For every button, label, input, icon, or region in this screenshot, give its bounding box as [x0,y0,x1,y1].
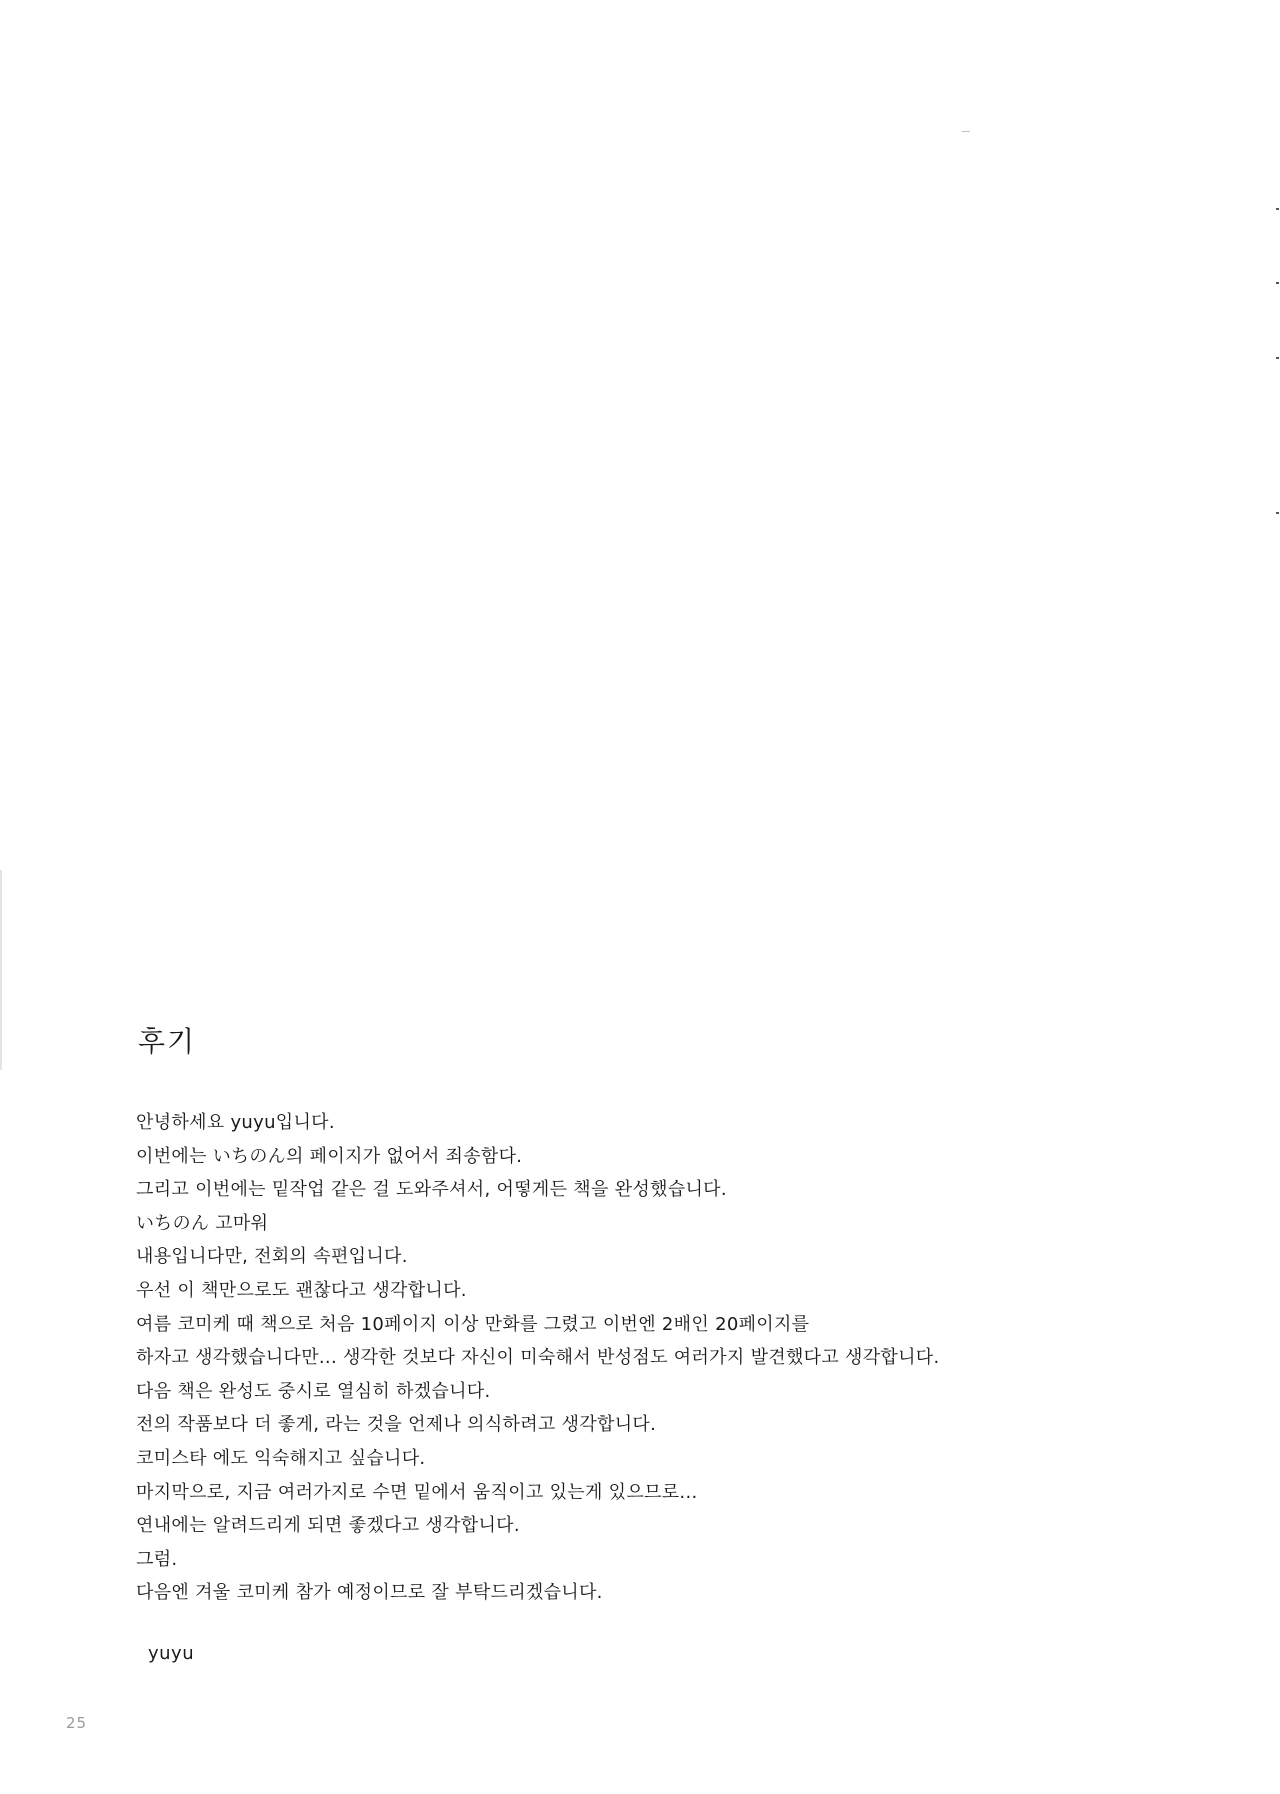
afterword-line: 안녕하세요 yuyu입니다. [136,1112,335,1133]
afterword-line: いちのん 고마워 [136,1212,269,1234]
afterword-line: 마지막으로, 지금 여러가지로 수면 밑에서 움직이고 있는게 있으므로... [136,1481,698,1503]
afterword-line: 연내에는 알려드리게 되면 좋겠다고 생각합니다. [136,1515,520,1537]
afterword-line: 그럼. [136,1548,178,1570]
afterword-line: 그리고 이번에는 밑작업 같은 걸 도와주셔서, 어떻게든 책을 완성했습니다. [136,1179,727,1201]
afterword-line: 하자고 생각했습니다만... 생각한 것보다 자신이 미숙해서 반성점도 여러가지 발견했다고 생각합니다. [136,1347,940,1369]
afterword-text [136,1106,1136,1610]
scan-mark [1276,512,1279,514]
author-signature: yuyu [148,1642,195,1664]
afterword-line: 다음엔 겨울 코미케 참가 예정이므로 잘 부탁드리겠습니다. [136,1582,603,1604]
afterword-line: 우선 이 책만으로도 괜찮다고 생각합니다. [136,1279,467,1301]
page-number: 25 [66,1714,88,1732]
scan-mark [962,131,970,132]
afterword-line: 이번에는 いちのん의 페이지가 없어서 죄송함다. [136,1145,523,1167]
afterword-line: 내용입니다만, 전회의 속편입니다. [136,1246,408,1268]
afterword-heading: 후기 [138,1025,197,1058]
afterword-line: 여름 코미케 때 책으로 처음 10페이지 이상 만화를 그렸고 이번엔 2배인 20페이지를 [136,1313,810,1335]
scan-mark [1276,357,1279,359]
afterword-section [136,1022,1136,1668]
scan-mark [1276,208,1279,210]
scan-mark [0,870,2,1070]
afterword-line: 코미스타 에도 익숙해지고 싶습니다. [136,1447,426,1469]
afterword-line: 전의 작품보다 더 좋게, 라는 것을 언제나 의식하려고 생각합니다. [136,1414,657,1436]
afterword-line: 다음 책은 완성도 중시로 열심히 하겠습니다. [136,1380,491,1402]
scan-mark [1276,282,1279,284]
